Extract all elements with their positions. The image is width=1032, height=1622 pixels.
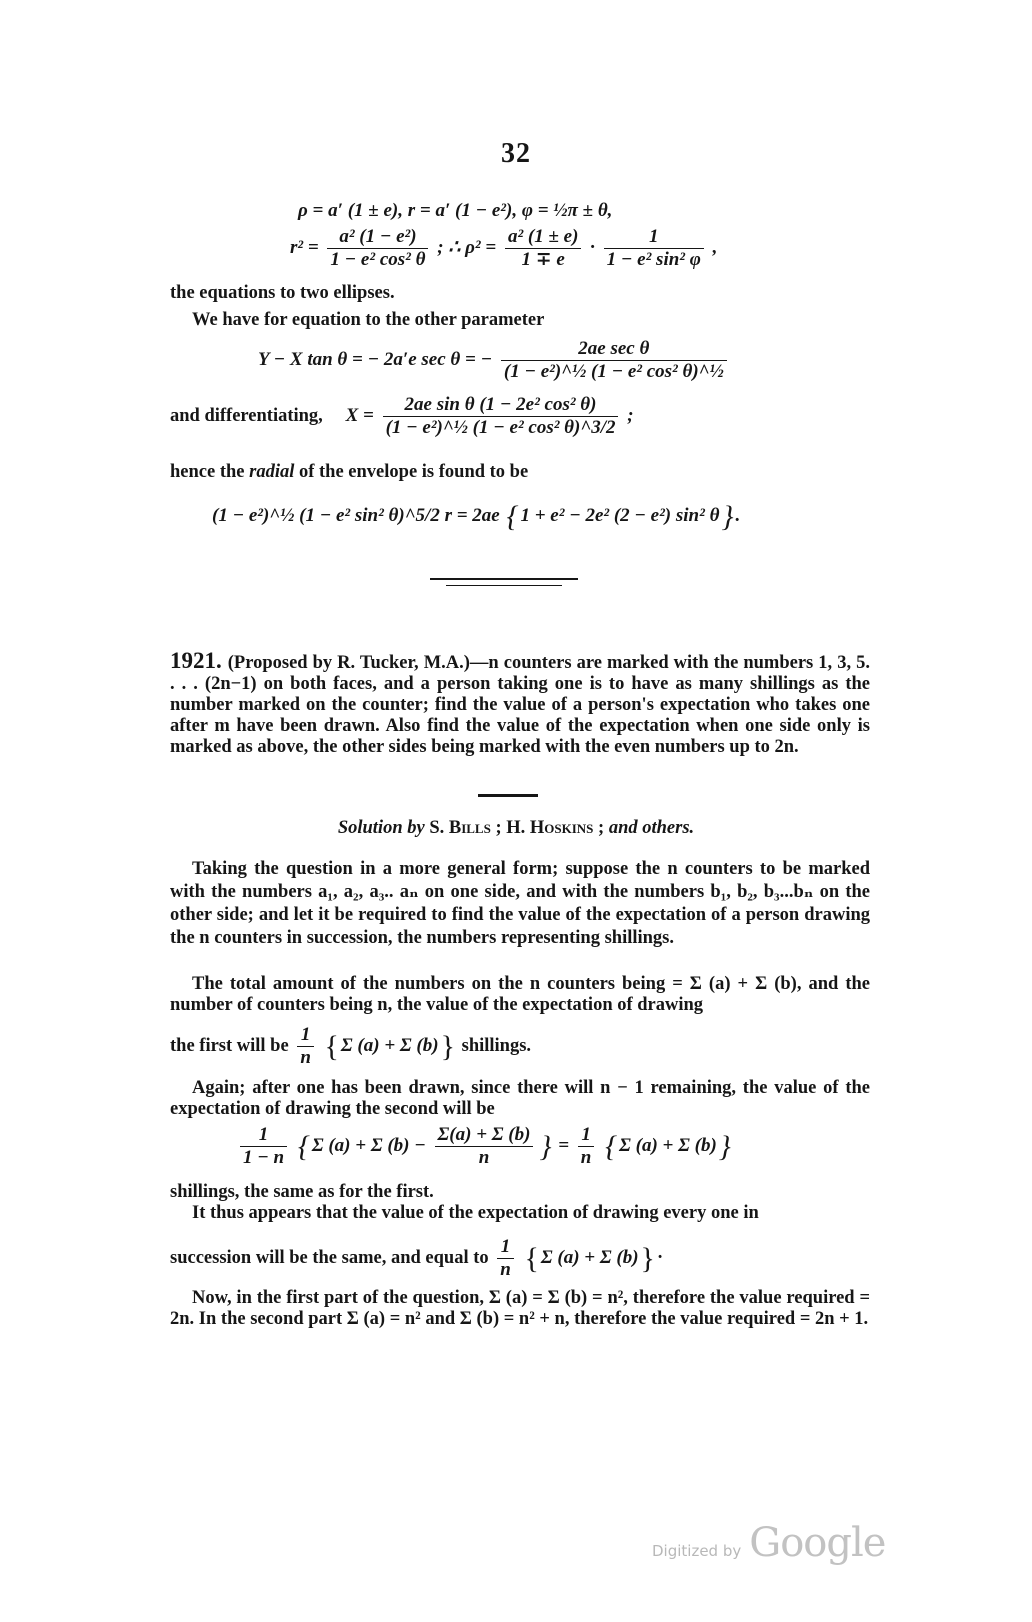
succession-line	[170, 1236, 663, 1281]
frac-den-2: n	[580, 1147, 592, 1168]
radial-word: radial	[249, 462, 295, 482]
y-lhs: Y − X tan θ = − 2a′e sec θ = −	[258, 348, 493, 370]
frac-inner	[435, 1124, 534, 1169]
envelope-end: .	[735, 505, 741, 526]
radial-post: of the envelope is found to be	[294, 462, 529, 482]
google-watermark	[652, 1520, 885, 1566]
therefore-rho2: ; ∴ ρ² =	[437, 236, 497, 258]
y-numerator: 2ae sec θ	[501, 338, 727, 361]
multiply-dot: ·	[590, 236, 595, 258]
digitized-by-text: Digitized by	[652, 1542, 742, 1560]
succession-num: 1	[497, 1236, 514, 1259]
frac-den-1: 1 − n	[243, 1147, 285, 1168]
first-will-be-pre: the first will be	[170, 1035, 289, 1056]
solution-post: and others.	[604, 818, 695, 838]
succession-pre: succession will be the same, and equal to	[170, 1247, 489, 1268]
solution-paragraph-5: Now, in the first part of the question, Σ (a) = Σ (b) = n², therefore the value required = 2n. In the second part Σ (a) = n² and Σ (b) = n² + n, therefore the value required = 2n + 1.	[170, 1288, 870, 1329]
solution-heading	[0, 818, 1032, 839]
right-brace: }	[721, 500, 734, 533]
r2-numerator: a² (1 − e²)	[327, 226, 428, 249]
equation-second-draw	[236, 1124, 733, 1169]
brace-open: {	[324, 1029, 339, 1063]
short-divider	[478, 794, 538, 797]
succ-brace-close: }	[640, 1241, 655, 1275]
succession-fraction	[497, 1236, 514, 1281]
and-differentiating: and differentiating,	[170, 405, 323, 426]
first-will-be-post: shillings.	[461, 1035, 532, 1056]
text-other-parameter: We have for equation to the other parameter	[192, 310, 545, 330]
frac-num-1: 1	[240, 1124, 287, 1147]
succession-inner: Σ (a) + Σ (b)	[540, 1246, 639, 1268]
rho2-denominator: 1 ∓ e	[521, 249, 565, 270]
first-will-be-inner: Σ (a) + Σ (b)	[340, 1034, 439, 1056]
second-inner-2: Σ (a) + Σ (b)	[619, 1134, 717, 1156]
rho2-numerator: a² (1 ± e)	[505, 226, 581, 249]
one-over-n	[297, 1024, 314, 1069]
frac-inner-den: n	[478, 1147, 490, 1168]
text-ellipses: the equations to two ellipses.	[170, 283, 395, 303]
first-will-be-line	[170, 1024, 531, 1069]
end-punct: ,	[712, 236, 718, 258]
solution-paragraph-4: It thus appears that the value of the expectation of drawing every one in	[192, 1203, 759, 1223]
brace-open-1: {	[297, 1129, 310, 1163]
succession-end: ·	[656, 1247, 664, 1268]
shillings-same-line: shillings, the same as for the first.	[170, 1182, 434, 1202]
x-end: ;	[627, 404, 634, 426]
rho2-numerator-2: 1	[604, 226, 704, 249]
equation-rho-r-phi: ρ = a′ (1 ± e), r = a′ (1 − e²), φ = ½π ± θ,	[298, 200, 613, 221]
x-numerator: 2ae sin θ (1 − 2e² cos² θ)	[383, 394, 619, 417]
y-fraction	[501, 338, 727, 383]
envelope-lhs: (1 − e²)^½ (1 − e² sin² θ)^5/2 r = 2ae	[212, 505, 500, 526]
x-lhs: X =	[345, 404, 374, 426]
problem-text: —n counters are marked with the numbers 1, 3, 5. . . . (2n−1) on both faces, and a person taking one is to have as many shillings as the number marked on the counter; find the value of a person's expectation who takes one after m have been drawn. Also find the value of the expectation when one side only is marked as above, the other sides being marked with the even numbers up to 2n.	[170, 653, 870, 757]
r2-lhs: r² =	[290, 236, 319, 258]
radial-pre: hence the	[170, 462, 250, 482]
r2-denominator: 1 − e² cos² θ	[330, 249, 426, 270]
one-over-n-num: 1	[297, 1024, 314, 1047]
problem-number: 1921.	[170, 648, 222, 673]
section-divider-2	[446, 585, 562, 586]
frac-one-over-n-2	[578, 1124, 595, 1169]
brace-close: }	[440, 1029, 455, 1063]
envelope-inner: 1 + e² − 2e² (2 − e²) sin² θ	[520, 505, 720, 526]
problem-1921	[170, 650, 870, 758]
rho2-fraction	[505, 226, 581, 271]
frac-one-over-1-n	[240, 1124, 287, 1169]
equation-r2-rho2	[290, 226, 717, 271]
one-over-n-den: n	[300, 1047, 311, 1068]
solution-paragraph-3: Again; after one has been drawn, since there will n − 1 remaining, the value of the expectation of drawing the second will be	[170, 1078, 870, 1119]
frac-inner-num: Σ(a) + Σ (b)	[435, 1124, 534, 1147]
solution-pre: Solution by	[337, 818, 430, 838]
text-radial	[170, 462, 528, 483]
rho2-denominator-2: 1 − e² sin² φ	[606, 249, 701, 270]
equation-x	[170, 394, 634, 439]
solution-names: S. Bills ; H. Hoskins ;	[429, 818, 605, 838]
section-divider	[430, 578, 578, 580]
x-fraction	[383, 394, 619, 439]
y-denominator: (1 − e²)^½ (1 − e² cos² θ)^½	[503, 361, 724, 382]
google-logo: Google	[749, 1520, 886, 1566]
r2-fraction	[327, 226, 428, 271]
left-brace: {	[506, 500, 519, 533]
solution-paragraph-2: The total amount of the numbers on the n counters being = Σ (a) + Σ (b), and the number of counters being n, the value of the expectation of drawing	[170, 974, 870, 1015]
succ-brace-open: {	[524, 1241, 539, 1275]
equation-y-x	[258, 338, 731, 383]
problem-proposer: (Proposed by R. Tucker, M.A.)	[227, 653, 470, 673]
frac-num-2: 1	[578, 1124, 595, 1147]
brace-close-1: }	[539, 1129, 552, 1163]
brace-close-2: }	[718, 1129, 731, 1163]
equation-envelope	[212, 500, 740, 534]
page-number: 32	[501, 138, 531, 169]
x-denominator: (1 − e²)^½ (1 − e² cos² θ)^3/2	[385, 417, 616, 438]
succession-den: n	[500, 1259, 511, 1280]
solution-paragraph-1: Taking the question in a more general form; suppose the n counters to be marked with the numbers a₁, a₂, a₃.. aₙ on one side, and with the numbers b₁, b₂, b₃...bₙ on the other side; and let it be required to find the value of the expectation of a person drawing the n counters in succession, the numbers representing shillings.	[170, 859, 870, 948]
second-inner-1: Σ (a) + Σ (b) −	[311, 1134, 426, 1156]
brace-open-2: {	[605, 1129, 618, 1163]
rho2-fraction-2	[604, 226, 704, 271]
equals-sign: =	[558, 1134, 570, 1156]
